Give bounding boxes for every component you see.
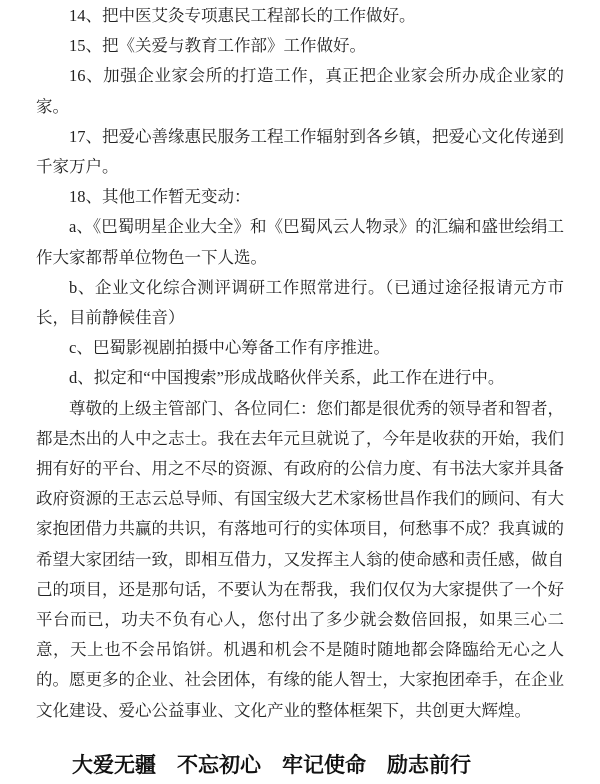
paragraph: 15、把《关爱与教育工作部》工作做好。 <box>69 36 366 56</box>
paragraph: 尊敬的上级主管部门、各位同仁：您们都是很优秀的领导者和智者，都是杰出的人中之志士。我在去年元旦就说了，今年是收获的开始，我们拥有好的平台、用之不尽的资源、有政府的公信力度、有书法大家并具备政府资源的王志云总导师、有国宝级大艺术家杨世昌作我们的顾问、有大家抱团借力共赢的共识，有落地可行的实体项目，何愁事不成？我真诚的希望大家团结一致，即相互借力，又发挥主人翁的使命感和责任感，做自己的项目，还是那句话，不要认为在帮我，我们仅仅为大家提供了一个好平台而已，功夫不负有心人，您付出了多少就会数倍回报，如果三心二意，天上也不会吊馅饼。机遇和机会不是随时随地都会降臨给无心之人的。愿更多的企业、社会团体，有缘的能人智士，大家抱团牵手，在企业文化建设、爱心公益事业、文化产业的整体框架下，共创更大辉煌。 <box>36 398 564 720</box>
paragraph: 16、加强企业家会所的打造工作，真正把企业家会所办成企业家的家。 <box>36 66 564 116</box>
paragraph: a、《巴蜀明星企业大全》和《巴蜀风云人物录》的汇编和盛世绘绢工作大家都帮单位物色一下人选。 <box>36 217 564 267</box>
paragraph: c、巴蜀影视剧拍摄中心筹备工作有序推进。 <box>69 338 390 358</box>
slogan-line: 大爱无疆 不忘初心 牢记使命 励志前行 <box>72 754 471 777</box>
paragraph: 17、把爱心善缘惠民服务工程工作辐射到各乡镇，把爱心文化传递到千家万户。 <box>36 126 564 177</box>
paragraph: d、拟定和“中国搜索”形成战略伙伴关系，此工作在进行中。 <box>69 368 505 388</box>
document-body <box>36 1 564 726</box>
paragraph: 14、把中医艾灸专项惠民工程部长的工作做好。 <box>69 6 416 25</box>
paragraph: b、企业文化综合测评调研工作照常进行。（已通过途径报请元方市长，目前静候佳音） <box>36 277 564 328</box>
paragraph: 18、其他工作暂无变动： <box>69 187 251 207</box>
